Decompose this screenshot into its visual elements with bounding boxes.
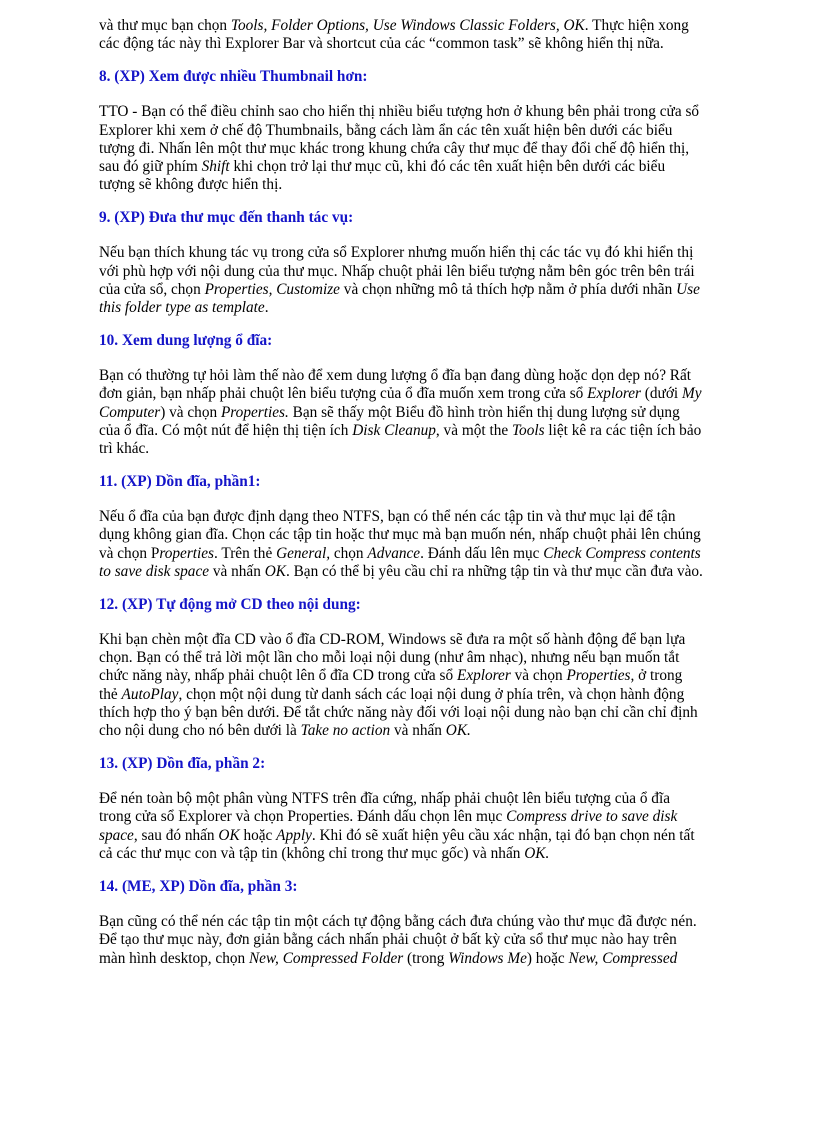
text-line [99,827,759,845]
text-run: Properties. [220,403,289,421]
text-run: TTO - Bạn có thể điều chỉnh sao cho hiển thị nhiều biểu tượng hơn ở khung bên phải trong cửa sổ [99,103,700,121]
text-line [99,686,759,704]
text-run: Bạn sẽ thấy một Biểu đồ hình tròn hiển thị dung lượng sử dụng [288,403,680,421]
text-run: Computer [99,403,161,421]
text-run: Bạn cũng có thể nén các tập tin một cách tự động bằng cách đưa chúng vào thư mục đã được nén. [99,913,697,931]
text-run: hoặc [239,826,277,844]
text-run: tượng sẽ không được hiển thị. [99,176,283,194]
text-line [99,790,759,808]
section-paragraph [99,631,759,740]
text-run: ) hoặc [526,949,569,967]
text-run: liệt kê ra các tiện ích bảo [544,421,702,439]
text-line [99,404,759,422]
section-heading: 11. (XP) Dồn đĩa, phần1: [99,473,261,491]
section-paragraph [99,244,759,317]
text-run: . Thực hiện xong [584,17,689,34]
text-run: . [264,299,269,317]
text-run: My [682,385,702,403]
text-run: Explorer [587,385,641,403]
text-run: , chọn một nội dung từ danh sách các loại nội dung ở phía trên, và chọn hành động [178,685,685,703]
text-line [99,103,759,121]
text-line [99,176,759,194]
text-line [99,140,759,158]
text-run: tượng đi. Nhấn lên một thư mục khác trong khung chứa cây thư mục để thay đổi chế độ hiển thị, [99,139,690,157]
text-run: to save disk space [99,562,210,580]
text-run: Properties, [566,667,635,685]
text-line [99,545,759,563]
text-line [99,526,759,544]
text-run: trong cửa sổ Explorer và chọn Properties. Đánh dấu chọn lên mục [99,808,507,826]
text-run: roperties [159,544,215,562]
text-run: space [99,826,134,844]
text-run: . Khi đó sẽ xuất hiện yêu cầu xác nhận, tại đó bạn chọn nén tất [311,826,695,844]
text-run: Bạn có thường tự hỏi làm thế nào để xem dung lượng ổ đĩa bạn đang dùng hoặc dọn dẹp nó? Rất [99,367,692,385]
text-run: và chọn những mô tả thích hợp nằm ở phía dưới nhãn [339,280,677,298]
text-run: OK. [445,722,471,740]
section-heading: 10. Xem dung lượng ổ đĩa: [99,332,273,350]
text-run: thẻ [99,685,122,703]
text-run: với phù hợp với nội dung của thư mục. Nhấp chuột phải lên biểu tượng nằm bên góc trên bên trái [99,262,695,280]
text-line [99,263,759,281]
text-run: ) và chọn [160,403,221,421]
text-run: . Bạn có thể bị yêu cầu chỉ ra những tập tin và thư mục cần đưa vào. [285,562,703,580]
text-run: các động tác này thì Explorer Bar và shortcut của các “common task” sẽ không hiển thị nữa. [99,35,664,53]
text-run: Để tạo thư mục này, đơn giản bằng cách nhấn phải chuột ở bất kỳ cửa sổ thư mục nào hay trên [99,931,677,949]
section-heading: 9. (XP) Đưa thư mục đến thanh tác vụ: [99,209,354,227]
text-run: , sau đó nhấn [133,826,219,844]
section-paragraph [99,367,759,458]
text-run: Properties, Customize [204,280,340,298]
text-run: Take no action [300,722,391,740]
text-run: (dưới [640,385,682,403]
text-line [99,563,759,581]
text-line [99,913,759,931]
text-line [99,422,759,440]
text-run: cả các thư mục con và tập tin (không chỉ trong thư mục gốc) và nhấn [99,844,525,862]
text-run: Khi bạn chèn một đĩa CD vào ổ đĩa CD-ROM, Windows sẽ đưa ra một số hành động để bạn lựa [99,631,686,649]
text-run: OK. [524,844,550,862]
text-line [99,649,759,667]
text-line [99,299,759,317]
text-run: Để nén toàn bộ một phân vùng NTFS trên đĩa cứng, nhấp phải chuột lên biểu tượng của ổ đĩa [99,790,670,808]
text-line [99,281,759,299]
text-line [99,367,759,385]
text-line [99,385,759,403]
text-run: . Trên thẻ [214,544,277,562]
intro-paragraph [99,17,759,53]
text-line [99,631,759,649]
text-run: và nhấn [209,562,265,580]
text-run: Check Compress contents [543,544,701,562]
text-line [99,704,759,722]
text-run: Disk Cleanup [352,421,436,439]
text-run: Nếu ổ đĩa của bạn được định dạng theo NTFS, bạn có thể nén các tập tin và thư mục lại để tận [99,508,676,526]
text-line [99,35,759,53]
section-heading: 12. (XP) Tự động mở CD theo nội dung: [99,596,361,614]
text-run: chọn [330,544,368,562]
text-run: General, [276,544,331,562]
section-heading: 8. (XP) Xem được nhiều Thumbnail hơn: [99,68,368,86]
text-run: Windows Me [448,949,527,967]
document-page [99,17,759,968]
text-line [99,808,759,826]
text-run: chọn. Bạn có thể trả lời một lần cho mỗi loại nội dung (như âm nhạc), nhưng nếu bạn muốn tắt [99,649,680,667]
text-line [99,122,759,140]
text-run: màn hình desktop, chọn [99,949,249,967]
text-run: của cửa sổ, chọn [99,280,205,298]
text-run: chức năng này, nhấp phải chuột lên ổ đĩa CD trong cửa sổ [99,667,457,685]
text-run: (trong [403,949,449,967]
text-run: và chọn P [99,544,160,562]
text-run: New, Compressed [568,949,678,967]
text-run: Advance [367,544,421,562]
text-run: Compress drive to save disk [506,808,678,826]
text-line [99,440,759,458]
text-run: this folder type as template [99,299,265,317]
text-run: trì khác. [99,440,150,458]
text-run: thích hợp tho ý bạn bên dưới. Để tắt chức năng này đối với loại nội dung nào bạn chỉ cần chỉ định [99,703,698,721]
text-run: , và một the [435,421,512,439]
text-run: Explorer [456,667,511,685]
section-paragraph [99,790,759,863]
text-run: Tools, Folder Options, Use Windows Classic Folders, OK [230,17,585,34]
text-run: Tools [511,421,545,439]
text-line [99,17,759,35]
text-run: Nếu bạn thích khung tác vụ trong cửa sổ Explorer nhưng muốn hiển thị các tác vụ đó khi hiển thị [99,244,694,262]
text-run: OK [264,562,286,580]
text-run: sau đó giữ phím [99,158,202,176]
text-run: và nhấn [390,722,446,740]
text-run: Apply [276,826,312,844]
text-run: Use [676,280,700,298]
text-run: và thư mục bạn chọn [99,17,231,34]
section-paragraph [99,508,759,581]
text-line [99,931,759,949]
text-run: cho nội dung cho nó bên dưới là [99,722,301,740]
text-line [99,158,759,176]
section-paragraph [99,913,759,968]
text-run: Shift [201,158,230,176]
text-line [99,244,759,262]
text-run: Explorer khi xem ở chế độ Thumbnails, bằng cách làm ẩn các tên xuất hiện bên dưới các biểu [99,121,673,139]
text-line [99,667,759,685]
text-run: AutoPlay [121,685,179,703]
text-line [99,722,759,740]
text-line [99,845,759,863]
text-run: . Đánh dấu lên mục [420,544,544,562]
sections-container [99,68,759,967]
text-run: ở trong [634,667,683,685]
text-run: và chọn [510,667,567,685]
text-run: khi chọn trở lại thư mục cũ, khi đó các tên xuất hiện bên dưới các biểu [229,158,666,176]
text-run: OK [218,826,240,844]
section-heading: 14. (ME, XP) Dồn đĩa, phần 3: [99,878,298,896]
text-line [99,950,759,968]
text-line [99,508,759,526]
text-run: dụng không gian đĩa. Chọn các tập tin hoặc thư mục mà bạn muốn nén, nhấp chuột phải lên chúng [99,526,701,544]
text-run: của ổ đĩa. Có một nút để hiện thị tiện ích [99,421,353,439]
text-run: đơn giản, bạn nhấp phải chuột lên biểu tượng của ổ đĩa muốn xem trong cửa sổ [99,385,588,403]
section-heading: 13. (XP) Dồn đĩa, phần 2: [99,755,266,773]
text-run: New, Compressed Folder [248,949,404,967]
section-paragraph [99,103,759,194]
